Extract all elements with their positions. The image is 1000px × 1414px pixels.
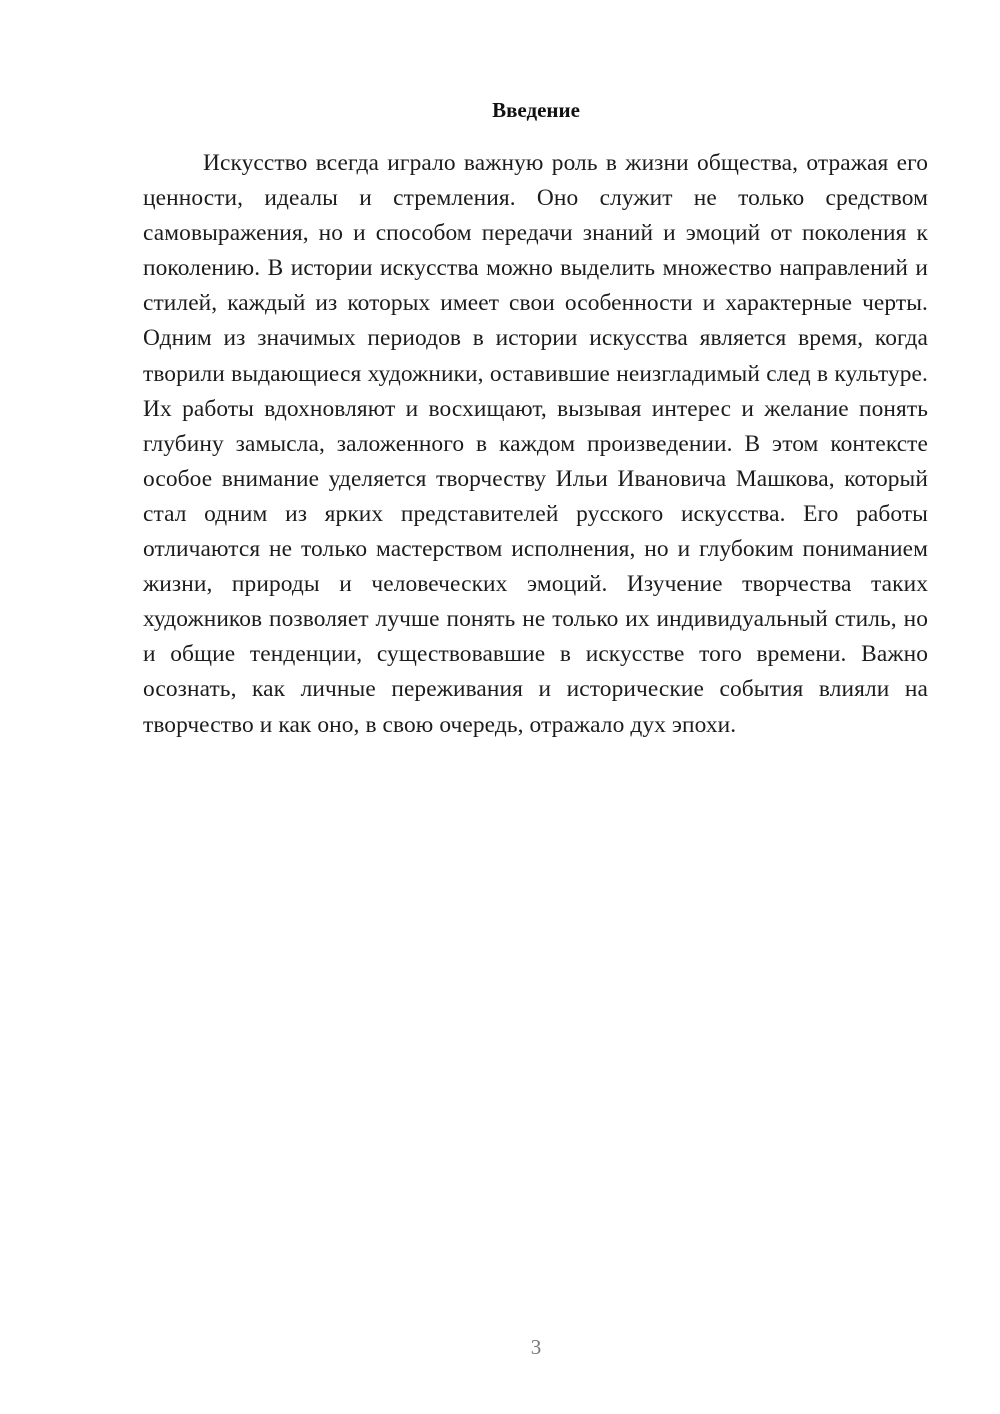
section-heading: Введение: [492, 98, 580, 122]
body-paragraph: Искусство всегда играло важную роль в жизни общества, отражая его ценности, идеалы и стремления. Оно служит не только средством самовыражения, но и способом передачи знаний и эмоций от поколения к поколению. В истории искусства можно выделить множество направлений и стилей, каждый из которых имеет свои особенности и характерные черты. Одним из значимых периодов в истории искусства является время, когда творили выдающиеся художники, оставившие неизгладимый след в культуре. Их работы вдохновляют и восхищают, вызывая интерес и желание понять глубину замысла, заложенного в каждом произведении. В этом контексте особое внимание уделяется творчеству Ильи Ивановича Машкова, который стал одним из ярких представителей русского искусства. Его работы отличаются не только мастерством исполнения, но и глубоким пониманием жизни, природы и человеческих эмоций. Изучение творчества таких художников позволяет лучше понять не только их индивидуальный стиль, но и общие тенденции, существовавшие в искусстве того времени. Важно осознать, как личные переживания и исторические события влияли на творчество и как оно, в свою очередь, отражало дух эпохи.: [143, 150, 928, 738]
page-number: 3: [530, 1335, 542, 1359]
